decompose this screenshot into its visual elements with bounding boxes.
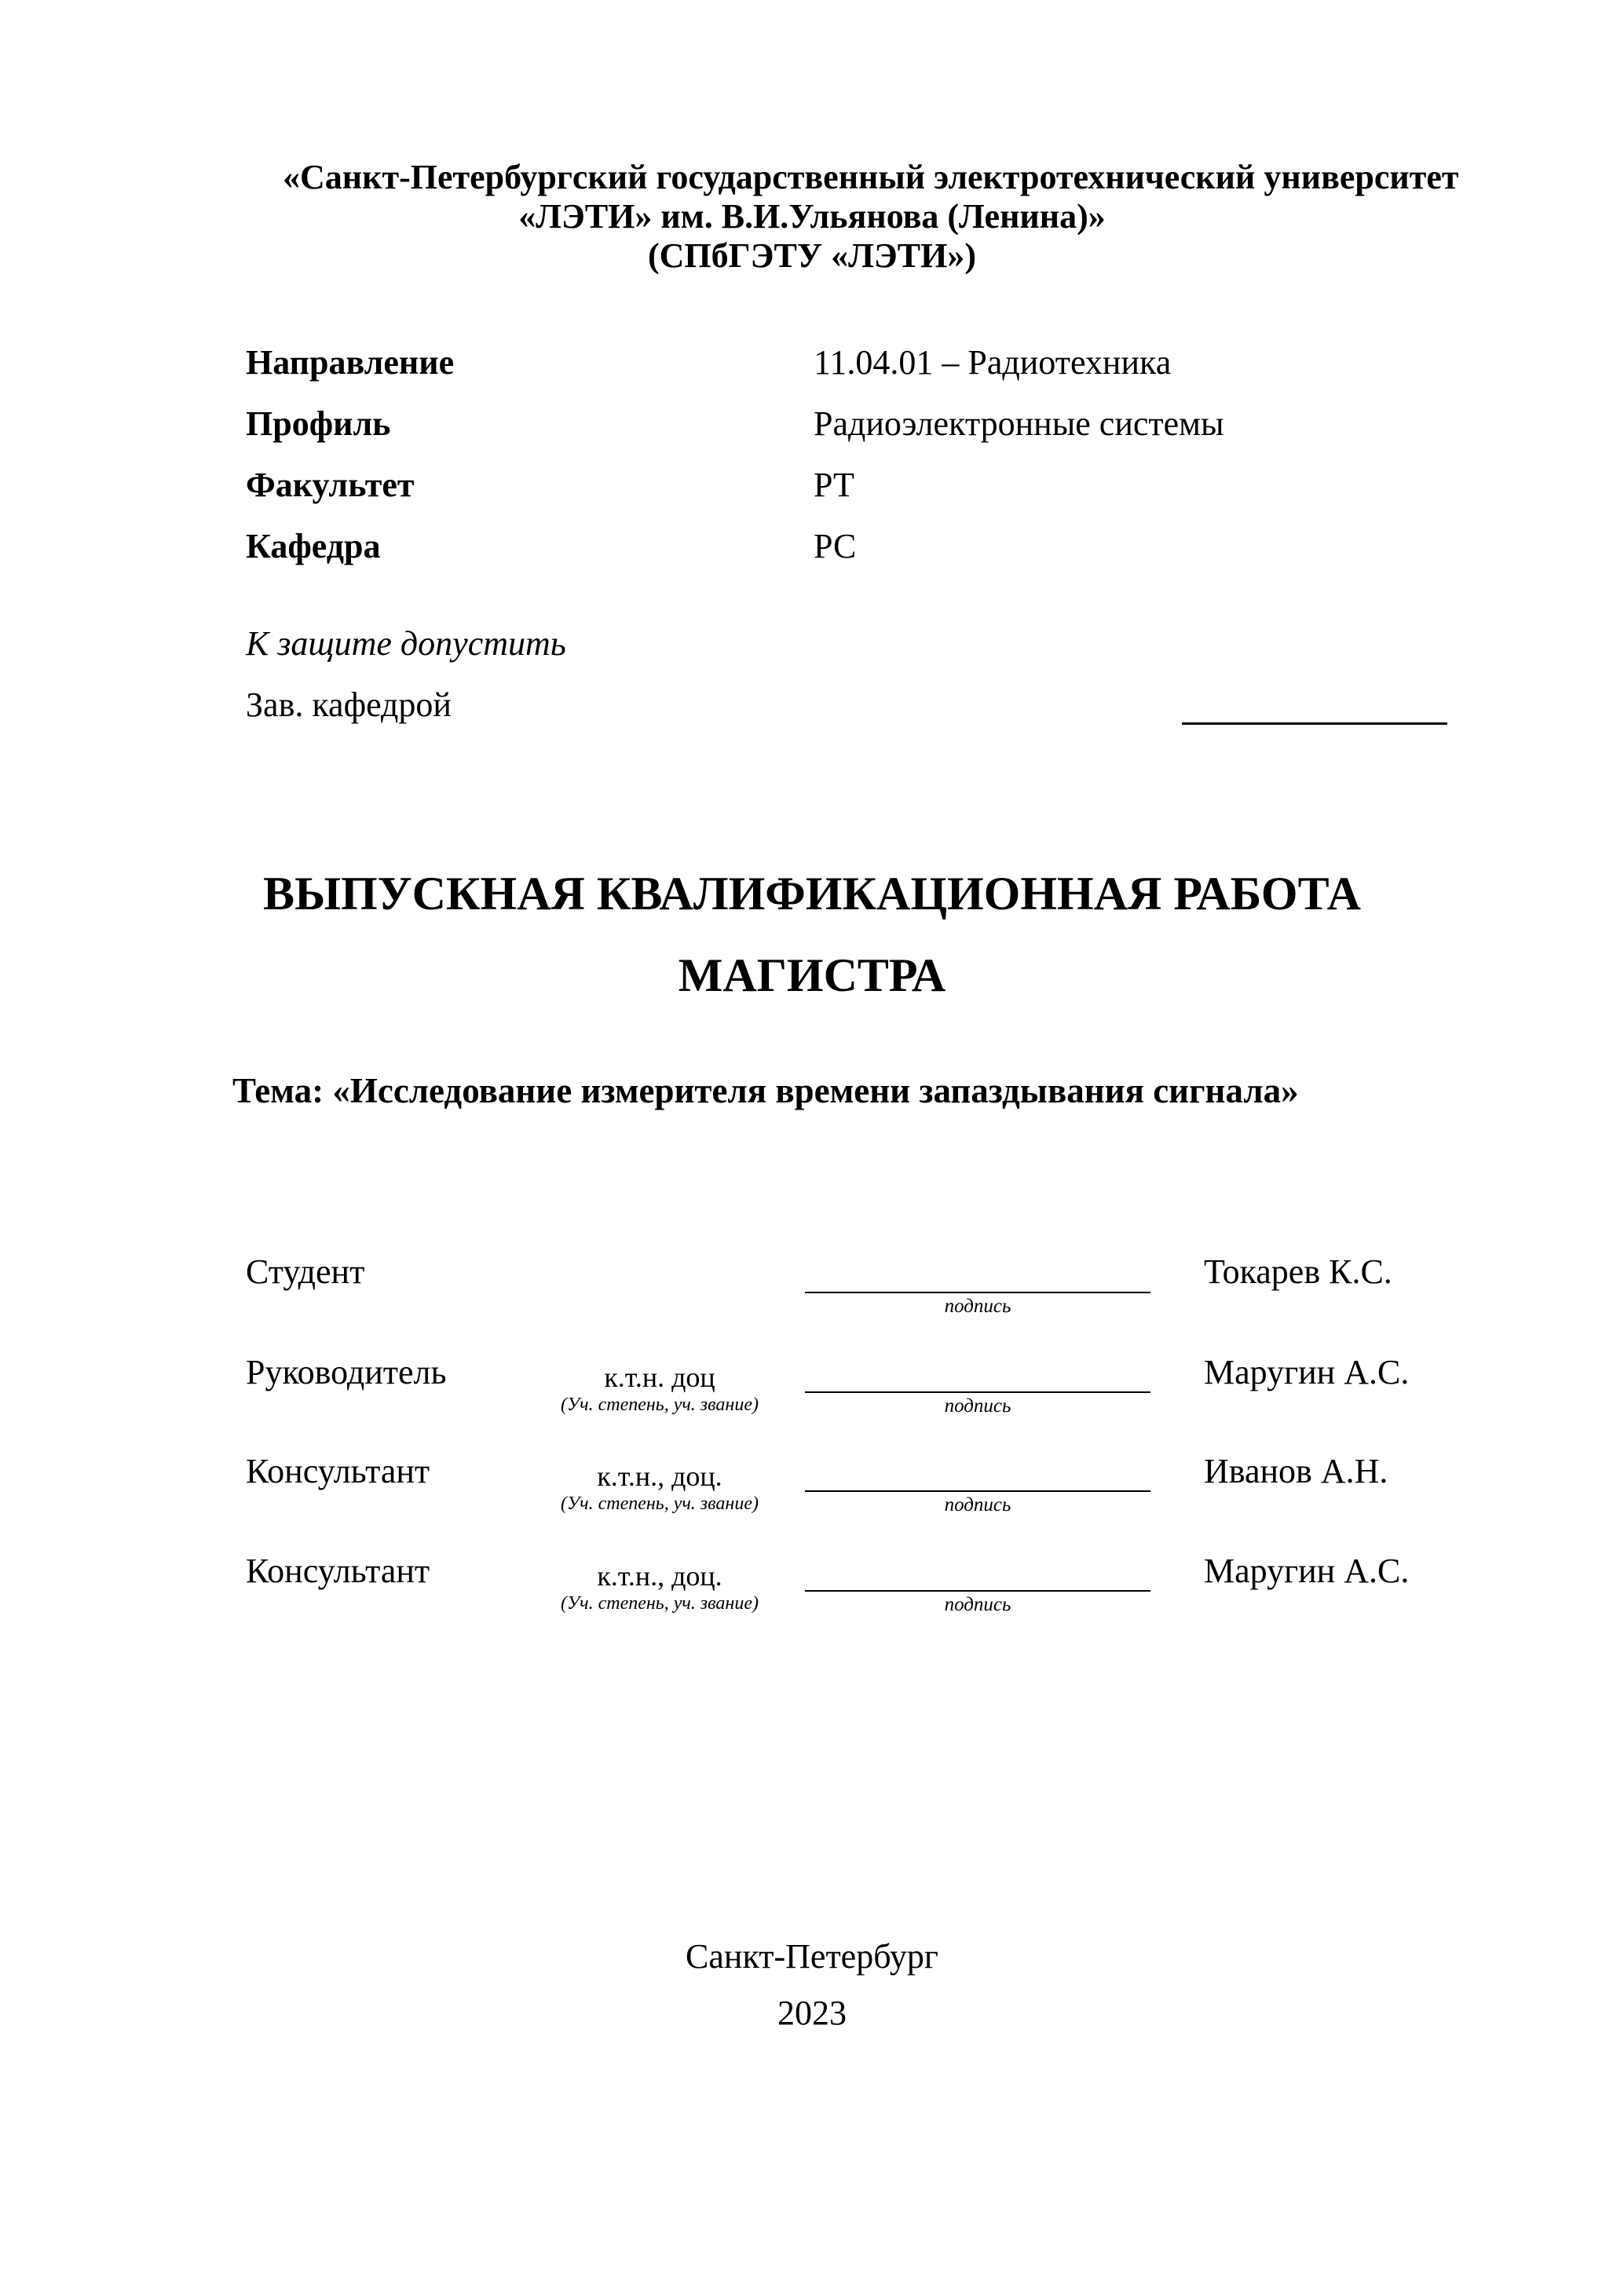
signatory-role-consultant-2: Консультант [246, 1552, 430, 1590]
signature-hint-consultant-2: подпись [944, 1594, 1011, 1615]
degree-supervisor: к.т.н. доц [604, 1362, 715, 1393]
profile-value: Радиоэлектронные системы [814, 404, 1224, 443]
signature-line-consultant-2 [805, 1590, 1150, 1592]
degree-consultant-1: к.т.н., доц. [597, 1461, 722, 1492]
thesis-title-line-1: ВЫПУСКНАЯ КВАЛИФИКАЦИОННАЯ РАБОТА [263, 868, 1361, 919]
university-abbreviation: (СПбГЭТУ «ЛЭТИ») [648, 236, 976, 275]
head-signature-line [1182, 722, 1447, 725]
signatory-name-consultant-2: Маругин А.С. [1204, 1552, 1410, 1590]
footer-city: Санкт-Петербург [686, 1937, 938, 1976]
degree-hint-consultant-2: (Уч. степень, уч. звание) [561, 1593, 759, 1614]
department-value: РС [814, 527, 857, 565]
signatory-name-student: Токарев К.С. [1204, 1252, 1392, 1291]
signatory-role-student: Студент [246, 1252, 365, 1291]
signatory-name-consultant-1: Иванов А.Н. [1204, 1452, 1388, 1490]
signature-line-supervisor [805, 1391, 1150, 1393]
head-of-department-label: Зав. кафедрой [246, 686, 452, 724]
signatory-role-supervisor: Руководитель [246, 1353, 447, 1391]
university-name-line-2: «ЛЭТИ» им. В.И.Ульянова (Ленина)» [518, 197, 1106, 236]
degree-hint-supervisor: (Уч. степень, уч. звание) [561, 1395, 759, 1415]
faculty-value: РТ [814, 466, 854, 504]
profile-label: Профиль [246, 404, 391, 443]
department-label: Кафедра [246, 527, 381, 565]
direction-label: Направление [246, 343, 455, 382]
university-name-line-1: «Санкт-Петербургский государственный электротехнический университет [283, 158, 1459, 196]
degree-hint-consultant-1: (Уч. степень, уч. звание) [561, 1493, 759, 1514]
footer-year: 2023 [777, 1994, 847, 2032]
signature-hint-consultant-1: подпись [944, 1494, 1011, 1515]
thesis-theme: Тема: «Исследование измерителя времени запаздывания сигнала» [232, 1071, 1299, 1110]
signature-line-consultant-1 [805, 1490, 1150, 1492]
degree-consultant-2: к.т.н., доц. [597, 1560, 722, 1592]
direction-value: 11.04.01 – Радиотехника [814, 343, 1172, 382]
faculty-label: Факультет [246, 466, 415, 504]
signature-line-student [805, 1292, 1150, 1293]
signature-hint-student: подпись [944, 1296, 1011, 1317]
signatory-role-consultant-1: Консультант [246, 1452, 430, 1490]
admission-note: К защите допустить [246, 624, 566, 663]
thesis-title-line-2: МАГИСТРА [678, 949, 946, 1001]
signatory-name-supervisor: Маругин А.С. [1204, 1353, 1410, 1391]
signature-hint-supervisor: подпись [944, 1395, 1011, 1417]
